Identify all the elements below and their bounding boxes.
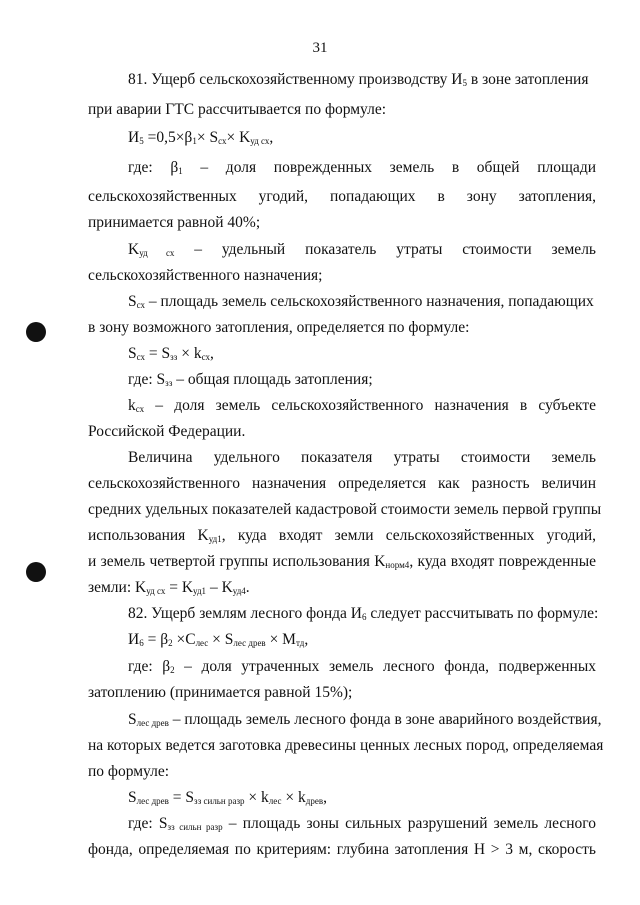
text-line: по формуле: [88, 763, 170, 780]
text-line: где: $\beta_2$ – доля утраченных земель лесного фонда, подверженных [128, 658, 596, 675]
text-line: $И_6 = \beta_2 \times C_{лес} \times S_{лес древ} \times M_{тд}$, [128, 631, 309, 648]
text-line: сельскохозяйственных угодий, попадающих в зону затопления, [88, 188, 596, 205]
text-line: при аварии ГТС рассчитывается по формуле: [88, 101, 387, 118]
text-line: $S_{сх} = S_{зз} \times k_{сх}$, [128, 345, 214, 362]
text-line: где: $S_{зз}$ – общая площадь затопления; [128, 371, 373, 388]
punch-hole-mark [26, 562, 46, 582]
text-line: принимается равной 40%; [88, 214, 261, 231]
text-line: сельскохозяйственного назначения определяется как разность величин [88, 475, 596, 492]
text-line: 82. Ущерб землям лесного фонда $И_6$ следует рассчитывать по формуле: [128, 605, 599, 622]
text-line: и земель четвертой группы использования $K_{норм4}$, куда входят поврежденные [88, 553, 597, 570]
text-line: земли: $K_{уд сх} = K_{уд1} - K_{уд4}$. [88, 579, 250, 596]
text-line: где: $\beta_1$ – доля поврежденных земель в общей площади [128, 159, 596, 176]
text-line: в зону возможного затопления, определяется по формуле: [88, 319, 470, 336]
text-line: сельскохозяйственного назначения; [88, 267, 323, 284]
text-line: затоплению (принимается равной 15%); [88, 684, 353, 701]
text-line: 81. Ущерб сельскохозяйственному производству $И_5$ в зоне затопления [128, 71, 589, 88]
text-line: $S_{лес древ}$ – площадь земель лесного фонда в зоне аварийного воздействия, [128, 711, 602, 728]
text-line: на которых ведется заготовка древесины ценных лесных пород, определяемая [88, 737, 604, 754]
text-line: где: $S_{зз сильн разр}$ – площадь зоны сильных разрушений земель лесного [128, 815, 597, 832]
text-line: фонда, определяемая по критериям: глубина затопления H > 3 м, скорость [88, 841, 596, 858]
text-line: $S_{лес древ} = S_{зз сильн разр} \times k_{лес} \times k_{древ}$, [128, 789, 327, 806]
punch-hole-mark [26, 322, 46, 342]
text-line: Величина удельного показателя утраты стоимости земель [128, 449, 596, 466]
text-line: Российской Федерации. [88, 423, 246, 440]
text-line: $k_{сх}$ – доля земель сельскохозяйственного назначения в субъекте [128, 397, 596, 414]
page-number: 31 [312, 40, 328, 56]
text-line: средних удельных показателей кадастровой стоимости земель первой группы [88, 501, 602, 518]
text-line: $K_{уд сх}$ – удельный показатель утраты стоимости земель [128, 241, 596, 258]
text-line: использования $K_{уд1}$, куда входят земли сельскохозяйственных угодий, [88, 527, 596, 544]
text-line: $И_5 =0,5\times\beta_1\times S_{сх}\times K_{уд сх}$, [128, 129, 274, 146]
text-line: $S_{сх}$ – площадь земель сельскохозяйственного назначения, попадающих [128, 293, 594, 310]
